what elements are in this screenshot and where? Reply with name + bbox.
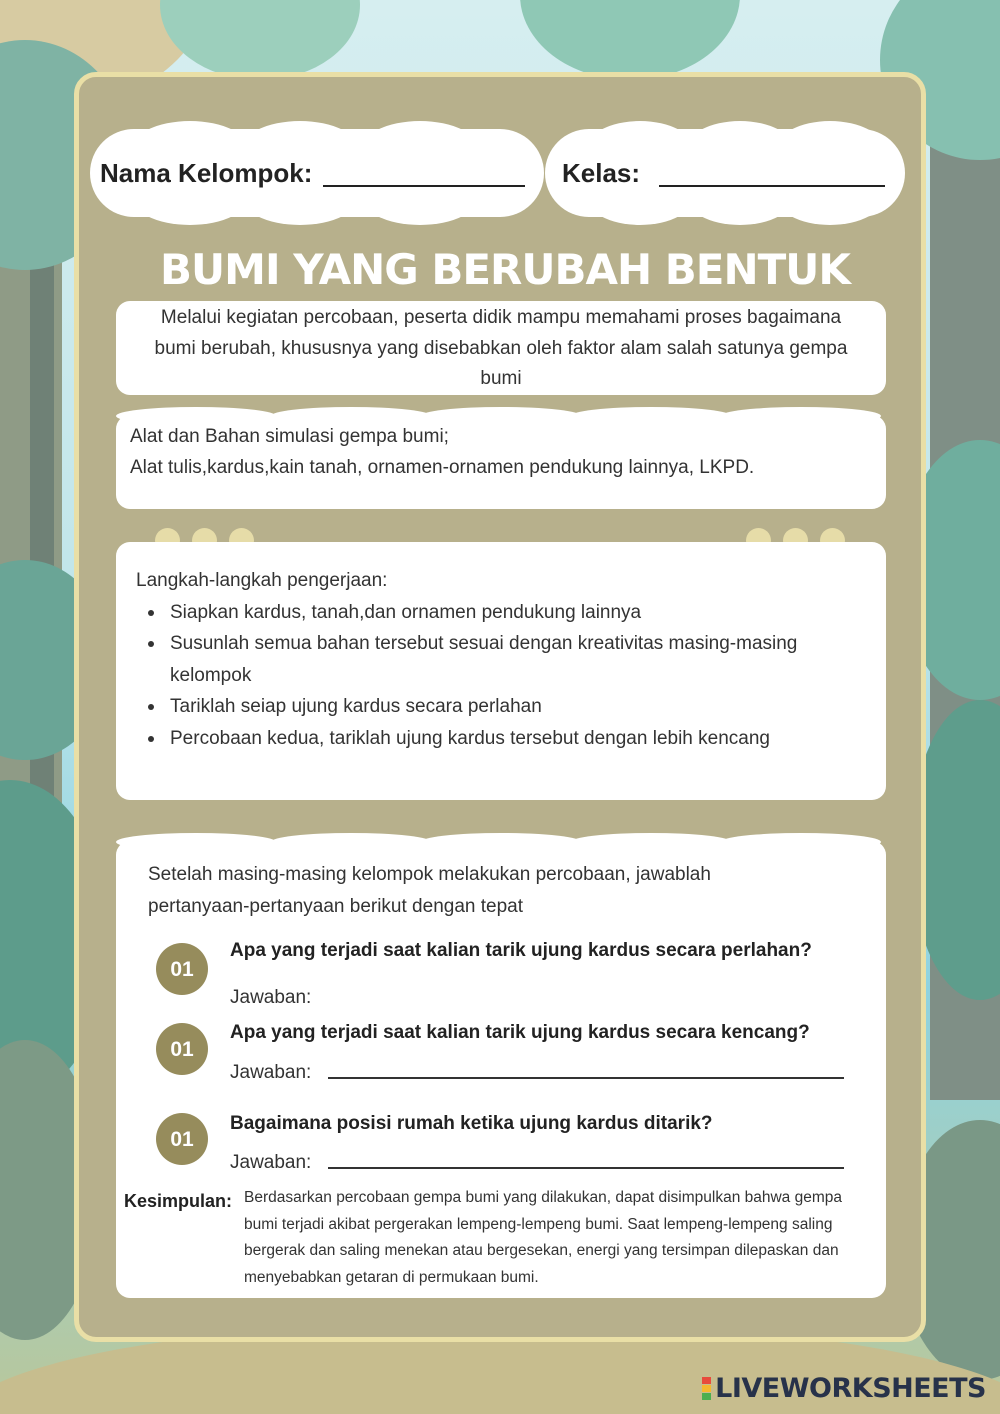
objective-box xyxy=(116,301,886,395)
materials-box xyxy=(116,415,886,509)
liveworksheets-logo-icon xyxy=(702,1377,711,1400)
objective-text: Melalui kegiatan percobaan, peserta didik mampu memahami proses bagaimana bumi berubah, khususnya yang disebabkan oleh faktor alam salah satunya gempa bumi xyxy=(154,307,848,389)
question-text: Bagaimana posisi rumah ketika ujung kardus ditarik? xyxy=(230,1113,713,1134)
question-number-badge: 01 xyxy=(156,1113,208,1165)
answer-label: Jawaban: xyxy=(230,1062,312,1083)
answer-label: Jawaban: xyxy=(230,987,312,1008)
question-number-badge: 01 xyxy=(156,1023,208,1075)
worksheet-title: BUMI YANG BERUBAH BENTUK xyxy=(160,245,850,294)
steps-list xyxy=(136,597,866,755)
group-name-label: Nama Kelompok: xyxy=(100,157,313,188)
class-field[interactable] xyxy=(659,185,885,187)
group-name-pill xyxy=(90,129,544,217)
conclusion-label: Kesimpulan: xyxy=(124,1191,233,1211)
steps-heading: Langkah-langkah pengerjaan: xyxy=(136,570,388,591)
class-pill xyxy=(545,129,905,217)
liveworksheets-logo xyxy=(702,1373,986,1404)
worksheet-card xyxy=(74,72,926,1342)
answer-field[interactable] xyxy=(328,1077,844,1079)
answer-field[interactable] xyxy=(328,1167,844,1169)
question-text: Apa yang terjadi saat kalian tarik ujung kardus secara kencang? xyxy=(230,1022,810,1043)
question-number-badge: 01 xyxy=(156,943,208,995)
conclusion-text: Berdasarkan percobaan gempa bumi yang dilakukan, dapat disimpulkan bahwa gempa bumi terjadi akibat pergerakan lempeng-lempeng bumi. Saat lempeng-lempeng saling bergerak dan saling menekan atau bergesekan, energi yang tersimpan dilepaskan dan menyebabkan getaran di permukaan bumi. xyxy=(244,1189,842,1286)
questions-intro: Setelah masing-masing kelompok melakukan percobaan, jawablah pertanyaan-pertanyaan berikut dengan tepat xyxy=(148,864,711,917)
step-item: Tariklah seiap ujung kardus secara perlahan xyxy=(136,691,866,723)
step-item: Susunlah semua bahan tersebut sesuai dengan kreativitas masing-masing kelompok xyxy=(136,628,866,691)
step-item: Percobaan kedua, tariklah ujung kardus tersebut dengan lebih kencang xyxy=(136,723,866,755)
question-text: Apa yang terjadi saat kalian tarik ujung kardus secara perlahan? xyxy=(230,940,812,961)
steps-box xyxy=(116,542,886,800)
class-label: Kelas: xyxy=(562,157,641,188)
materials-heading: Alat dan Bahan simulasi gempa bumi; xyxy=(130,426,449,447)
materials-list: Alat tulis,kardus,kain tanah, ornamen-ornamen pendukung lainnya, LKPD. xyxy=(130,457,755,478)
answer-label: Jawaban: xyxy=(230,1152,312,1173)
group-name-field[interactable] xyxy=(323,185,525,187)
logo-text: LIVEWORKSHEETS xyxy=(715,1373,986,1404)
step-item: Siapkan kardus, tanah,dan ornamen pendukung lainnya xyxy=(136,597,866,629)
questions-box xyxy=(116,841,886,1298)
